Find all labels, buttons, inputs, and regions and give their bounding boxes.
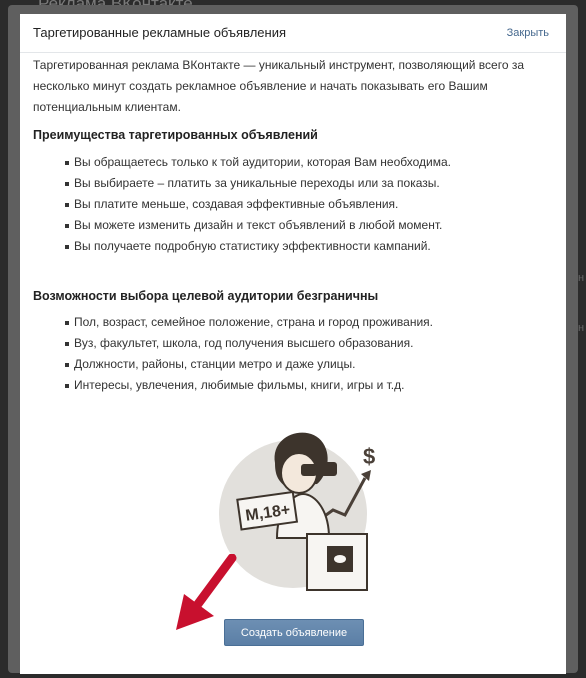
targeting-list [20,312,540,396]
background-text-fragment: н [578,322,585,334]
create-ad-button[interactable]: Создать объявление [224,619,364,646]
advantages-list [20,152,540,257]
arrow-head-icon [361,470,371,481]
binoculars-icon [301,464,317,476]
intro-text: Таргетированная реклама ВКонтакте — уникальный инструмент, позволяющий всего за несколько минут создать рекламное объявление и начать показывать его Вашим потенциальным клиентам. [33,58,525,114]
sign-text: М,18+ [244,501,292,525]
list-item: Вы можете изменить дизайн и текст объявлений в любой момент. [20,215,540,236]
list-item: Пол, возраст, семейное положение, страна и город проживания. [20,312,540,333]
list-item: Интересы, увлечения, любимые фильмы, книги, игры и т.д. [20,375,540,396]
list-item: Вы платите меньше, создавая эффективные объявления. [20,194,540,215]
background-text-fragment: н [578,272,585,284]
dialog-title: Таргетированные рекламные объявления [33,25,287,40]
candy-icon [334,555,346,563]
advantages-heading: Преимущества таргетированных объявлений [33,128,318,142]
list-item: Вы обращаетесь только к той аудитории, которая Вам необходима. [20,152,540,173]
list-item: Вуз, факультет, школа, год получения высшего образования. [20,333,540,354]
dialog-header [20,14,566,53]
list-item: Должности, районы, станции метро и даже улицы. [20,354,540,375]
targeting-heading: Возможности выбора целевой аудитории безграничны [33,289,379,303]
close-link[interactable]: Закрыть [506,27,549,39]
list-item: Вы получаете подробную статистику эффективности кампаний. [20,236,540,257]
age-sign [237,492,297,530]
advertising-illustration [215,418,385,598]
ads-info-dialog [20,14,566,674]
dollar-icon: $ [363,444,376,469]
binoculars-icon [319,462,337,476]
list-item: Вы выбираете – платить за уникальные переходы или за показы. [20,173,540,194]
